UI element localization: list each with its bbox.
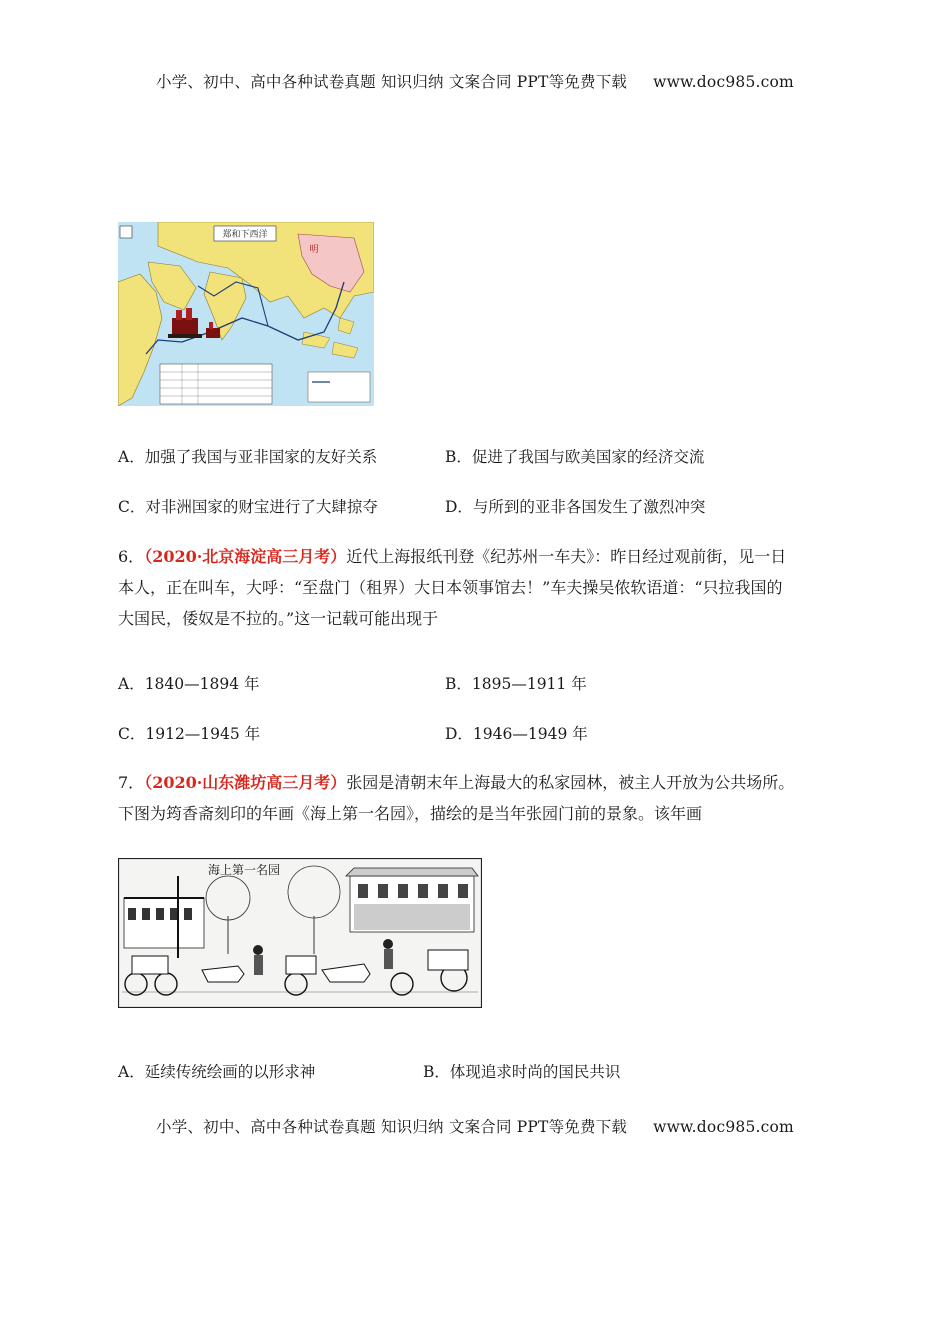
q6-number: 6．: [118, 547, 145, 566]
q6-stem: [118, 541, 838, 634]
q6-option-d[interactable]: D．1946—1949 年: [445, 725, 588, 743]
q7-stem: [118, 767, 838, 829]
q6-stem-3: 大国民，倭奴是不拉的。”这一记载可能出现于: [118, 609, 439, 628]
q6-option-c[interactable]: C．1912—1945 年: [118, 725, 261, 743]
q6-option-a[interactable]: A．1840—1894 年: [118, 675, 260, 693]
header-text: 小学、初中、高中各种试卷真题 知识归纳 文案合同 PPT等免费下载: [156, 73, 628, 91]
q5-option-c[interactable]: C．对非洲国家的财宝进行了大肆掠夺: [118, 498, 378, 516]
map-title: 郑和下西洋: [222, 230, 268, 240]
map-label-ming: 明: [309, 245, 319, 255]
q7-stem-2: 下图为筠香斋刻印的年画《海上第一名园》，描绘的是当年张园门前的景象。该年画: [118, 804, 703, 823]
header-url[interactable]: www.doc985.com: [653, 73, 794, 91]
q7-line-1: [118, 767, 838, 798]
q7-number: 7．: [118, 773, 145, 792]
q5-option-d[interactable]: D．与所到的亚非各国发生了激烈冲突: [445, 498, 706, 516]
q6-stem-2: 本人，正在叫车，大呼：“至盘门（租界）大日本领事馆去！”车夫操吴侬软语道：“只拉我国的: [118, 578, 783, 597]
q5-option-b[interactable]: B．促进了我国与欧美国家的经济交流: [445, 448, 705, 466]
q6-option-b[interactable]: B．1895—1911 年: [445, 675, 587, 693]
zhang-garden-print: [118, 858, 482, 1008]
page-header: [0, 70, 950, 92]
zheng-he-map-figure: [118, 222, 374, 406]
footer-url[interactable]: www.doc985.com: [653, 1118, 794, 1136]
q6-source: （2020·北京海淀高三月考）: [144, 547, 347, 566]
q7-source: （2020·山东潍坊高三月考）: [144, 773, 347, 792]
picture-title: 海上第一名园: [208, 863, 281, 877]
q5-option-a[interactable]: A．加强了我国与亚非国家的友好关系: [118, 448, 378, 466]
q6-stem-1: 近代上海报纸刊登《纪苏州一车夫》：昨日经过观前街，见一日: [346, 547, 787, 566]
q7-stem-1: 张园是清朝末年上海最大的私家园林，被主人开放为公共场所。: [346, 773, 795, 792]
q7-option-b[interactable]: B．体现追求时尚的国民共识: [423, 1063, 621, 1081]
zhang-garden-picture: [118, 858, 482, 1008]
page-footer: [0, 1115, 950, 1137]
zheng-he-map: [118, 222, 374, 406]
q7-option-a[interactable]: A．延续传统绘画的以形求神: [118, 1063, 316, 1081]
footer-text: 小学、初中、高中各种试卷真题 知识归纳 文案合同 PPT等免费下载: [156, 1118, 628, 1136]
q6-line-1: [118, 541, 838, 572]
